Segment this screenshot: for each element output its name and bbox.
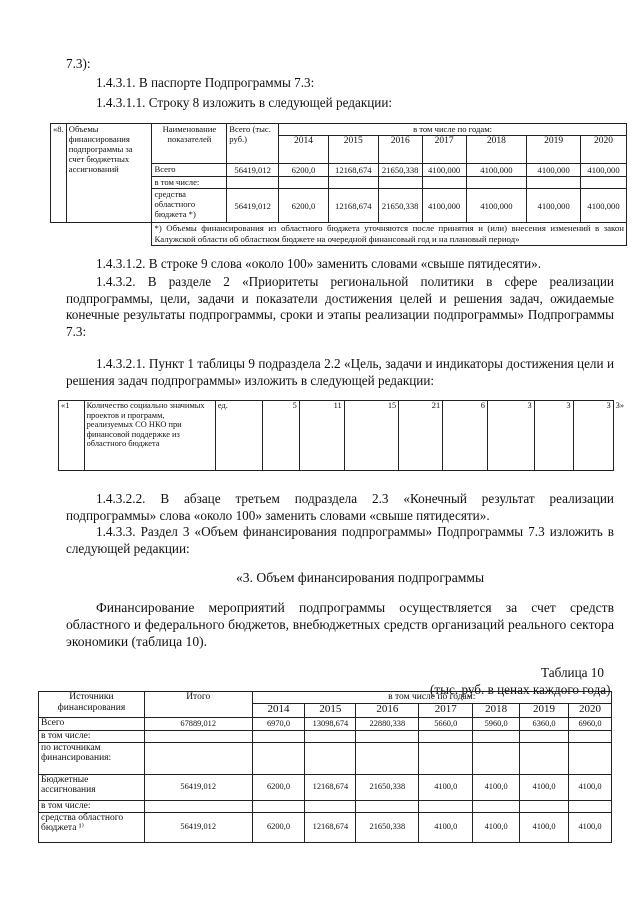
cell-value: 12168,674 <box>328 189 378 223</box>
table-row <box>39 742 612 774</box>
cell-value: 22880,338 <box>356 718 419 731</box>
row-total: 67889,012 <box>144 718 252 731</box>
clause-14321: 1.4.3.2.1. Пункт 1 таблицы 9 подраздела 2.2 «Цель, задачи и индикаторы достижения цели и решения задач подпрограммы» изложить в следующей редакции: <box>66 356 614 388</box>
doc-fragment-73: 7.3): <box>66 56 91 71</box>
indicator-name: Количество социально значимых проектов и программ, реализуемых СО НКО при финансовой поддержке из областного бюджета <box>84 401 215 471</box>
row-title: Объемы финансирования подпрограммы за счет бюджетных ассигнований <box>66 124 152 223</box>
year-header: 2019 <box>520 704 569 718</box>
year-header: 2017 <box>422 136 466 164</box>
table-row <box>59 401 627 471</box>
cell-value: 4100,0 <box>520 812 569 842</box>
cell-value: 3» <box>613 401 626 471</box>
financing-paragraph: Финансирование мероприятий подпрограммы осуществляется за счет средств областного и федерального бюджетов, внебюджетных средств организаций реального сектора экономики (таблица 10). <box>66 600 614 649</box>
cell-value: 21650,338 <box>378 189 422 223</box>
footnote: *) Объемы финансирования из областного бюджета уточняются после принятия и (или) внесения изменений в закон Калужской области об областном бюджете на очередной финансовый год и на плановый период» <box>152 223 627 246</box>
unit: ед. <box>215 401 262 471</box>
cell-value: 12168,674 <box>305 774 356 800</box>
clause-14312: 1.4.3.1.2. В строке 9 слова «около 100» заменить словами «свыше пятидесяти». <box>96 256 542 271</box>
cell-value: 21650,338 <box>356 774 419 800</box>
year-header: 2014 <box>252 704 305 718</box>
table-label: Таблица 10 <box>541 665 604 680</box>
cell-value: 12168,674 <box>305 812 356 842</box>
cell-value: 6970,0 <box>252 718 305 731</box>
section-title: «3. Объем финансирования подпрограммы <box>236 570 485 585</box>
cell-value: 21 <box>399 401 443 471</box>
header-total: Итого <box>144 692 252 718</box>
cell-value: 4100,0 <box>473 774 520 800</box>
row-label: в том числе: <box>39 800 145 812</box>
cell-value: 4100,000 <box>466 164 527 177</box>
year-header: 2016 <box>356 704 419 718</box>
cell-value: 6200,0 <box>252 812 305 842</box>
row-label: Всего <box>152 164 227 177</box>
clause-1432: 1.4.3.2. В разделе 2 «Приоритеты региональной политики в сфере реализации подпрограммы, цели, задачи и показатели достижения целей и решения задач, ожидаемые конечные результаты подпрограммы, сроки и этапы реализации подпрограммы» Подпрограммы 7.3: <box>66 274 614 339</box>
cell-value: 4100,000 <box>581 189 627 223</box>
clause-14322: 1.4.3.2.2. В абзаце третьем подраздела 2.3 «Конечный результат реализации подпрограммы» слова «около 100» заменить словами «свыше пятидесяти». <box>66 491 614 523</box>
units-note: (тыс. руб. в ценах каждого года) <box>430 682 611 697</box>
row-number: «8. <box>51 124 67 223</box>
cell-value: 3 <box>573 401 613 471</box>
table-row <box>39 774 612 800</box>
clause-1433: 1.4.3.3. Раздел 3 «Объем финансирования подпрограммы» Подпрограммы 7.3 изложить в следующей редакции: <box>66 524 614 556</box>
passport-row8-table <box>50 123 627 246</box>
year-header: 2017 <box>419 704 473 718</box>
header-sources: Источники финансирования <box>39 692 145 718</box>
cell-value: 12168,674 <box>328 164 378 177</box>
cell-value: 4100,000 <box>422 189 466 223</box>
cell-value: 4100,0 <box>419 812 473 842</box>
header-by-years: в том числе по годам: <box>252 692 611 704</box>
row-label: средства областного бюджета ¹⁾ <box>39 812 145 842</box>
cell-value: 4100,0 <box>473 812 520 842</box>
cell-value: 5960,0 <box>473 718 520 731</box>
cell-value: 21650,338 <box>356 812 419 842</box>
cell-value: 3 <box>487 401 534 471</box>
cell-value: 5660,0 <box>419 718 473 731</box>
row-label: Бюджетные ассигнования <box>39 774 145 800</box>
table-row <box>39 731 612 743</box>
year-header: 2019 <box>527 136 581 164</box>
year-header: 2015 <box>305 704 356 718</box>
year-header: 2020 <box>581 136 627 164</box>
table-row <box>39 718 612 731</box>
cell-value: 4100,000 <box>527 164 581 177</box>
cell-value: 6960,0 <box>568 718 611 731</box>
cell-value: 4100,000 <box>581 164 627 177</box>
header-total: Всего (тыс. руб.) <box>227 124 279 164</box>
header-by-years: в том числе по годам: <box>279 124 627 136</box>
row-label: в том числе: <box>152 177 227 189</box>
row-label: в том числе: <box>39 731 145 743</box>
cell-value: 4100,0 <box>419 774 473 800</box>
row-total: 56419,012 <box>144 774 252 800</box>
year-header: 2020 <box>568 704 611 718</box>
header-indicator-name: Наименование показателей <box>152 124 227 164</box>
table-row <box>39 812 612 842</box>
financing-table <box>38 691 612 843</box>
cell-value: 6200,0 <box>279 189 329 223</box>
row-number: «1 <box>59 401 85 471</box>
year-header: 2018 <box>473 704 520 718</box>
cell-value: 11 <box>299 401 344 471</box>
indicator-table <box>58 400 626 471</box>
row-label: средства областного бюджета *) <box>152 189 227 223</box>
cell-value: 4100,0 <box>568 812 611 842</box>
cell-value: 13098,674 <box>305 718 356 731</box>
cell-value: 15 <box>344 401 399 471</box>
cell-value: 4100,0 <box>568 774 611 800</box>
year-header: 2014 <box>279 136 329 164</box>
cell-value: 5 <box>262 401 299 471</box>
cell-value: 3 <box>534 401 573 471</box>
row-total: 56419,012 <box>227 164 279 177</box>
cell-value: 4100,0 <box>520 774 569 800</box>
cell-value: 4100,000 <box>466 189 527 223</box>
cell-value: 21650,338 <box>378 164 422 177</box>
row-total: 56419,012 <box>144 812 252 842</box>
cell-value: 6360,0 <box>520 718 569 731</box>
row-total: 56419,012 <box>227 189 279 223</box>
clause-14311: 1.4.3.1.1. Строку 8 изложить в следующей редакции: <box>96 95 393 110</box>
cell-value: 4100,000 <box>527 189 581 223</box>
row-label: по источникам финансирования: <box>39 742 145 774</box>
year-header: 2015 <box>328 136 378 164</box>
row-label: Всего <box>39 718 145 731</box>
cell-value: 4100,000 <box>422 164 466 177</box>
cell-value: 6 <box>443 401 488 471</box>
year-header: 2018 <box>466 136 527 164</box>
cell-value: 6200,0 <box>279 164 329 177</box>
cell-value: 6200,0 <box>252 774 305 800</box>
table-row <box>39 800 612 812</box>
year-header: 2016 <box>378 136 422 164</box>
clause-1431: 1.4.3.1. В паспорте Подпрограммы 7.3: <box>96 75 315 90</box>
